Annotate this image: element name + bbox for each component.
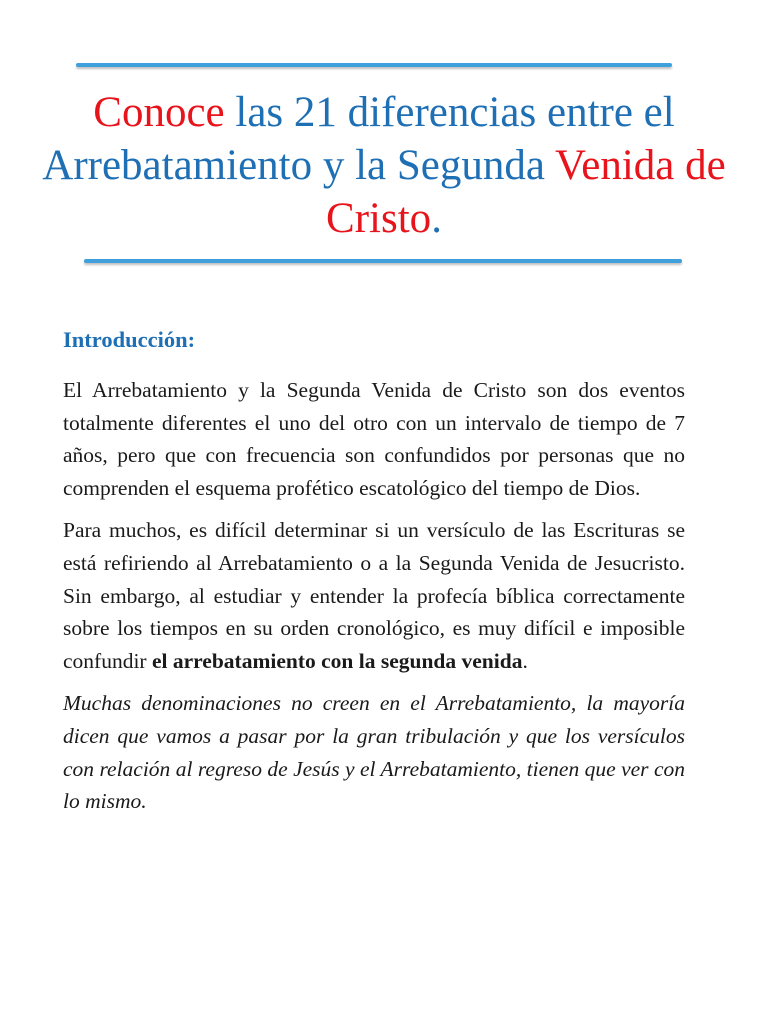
title-period: .: [431, 195, 442, 242]
section-heading: Introducción:: [63, 327, 196, 352]
top-divider: [76, 63, 672, 67]
paragraph-1: El Arrebatamiento y la Segunda Venida de Cristo son dos eventos totalmente diferentes el uno del otro con un intervalo de tiempo de 7 años, pero que con frecuencia son confundidos por personas que no comprenden el esquema profético escatológico del tiempo de Dios.: [63, 378, 685, 500]
paragraph-3: Muchas denominaciones no creen en el Arrebatamiento, la mayoría dicen que vamos a pasar por la gran tribulación y que los versículos con relación al regreso de Jesús y el Arrebatamiento, tienen que ver con lo mismo.: [63, 691, 685, 814]
bottom-divider: [84, 259, 682, 263]
paragraph-2: [63, 514, 685, 677]
title-main-text: las 21 diferencias entre el Arrebatamiento y la Segunda: [42, 89, 675, 189]
paragraph-2-bold: el arrebatamiento con la segunda venida: [151, 648, 523, 673]
paragraph-2-end: .: [522, 648, 528, 673]
title-highlight-conoce: Conoce: [93, 89, 225, 136]
page-title: [40, 86, 728, 245]
paragraph-2-text: Para muchos, es difícil determinar si un versículo de las Escrituras se está refiriendo al Arrebatamiento o a la Segunda Venida de Jesucristo. Sin embargo, al estudiar y entender la profecía bíblica correctamente sobre los tiempos en su orden cronológico, es muy difícil e imposible confundir: [63, 518, 685, 673]
document-body: [63, 318, 685, 828]
title-highlight-venida: Venida de Cristo: [326, 142, 726, 242]
